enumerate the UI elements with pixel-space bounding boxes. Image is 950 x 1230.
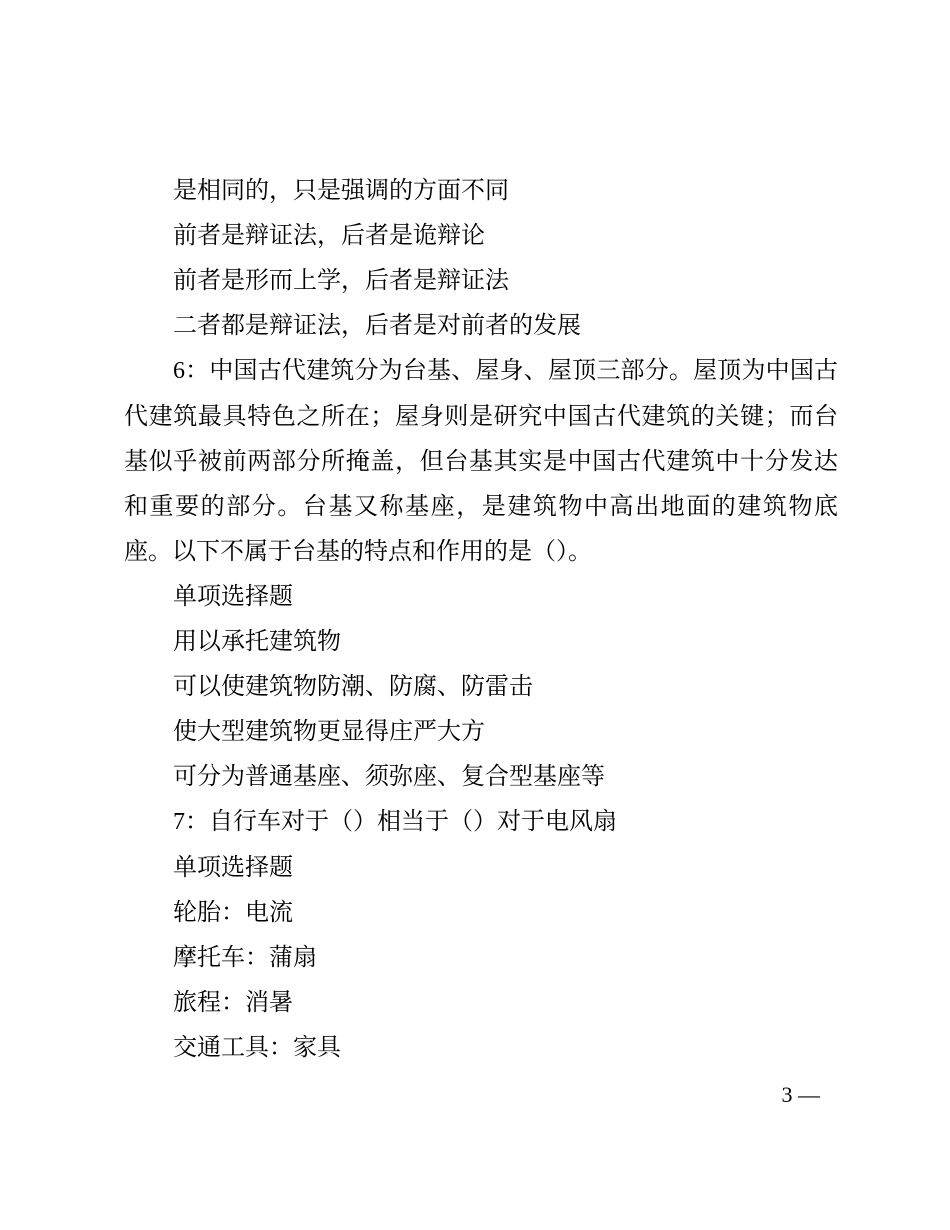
question-7-option-1: 轮胎：电流: [173, 898, 293, 926]
question-7-option-2: 摩托车：蒲扇: [173, 943, 317, 971]
question-6-number: 6: [173, 358, 185, 384]
page-footer: [760, 1081, 820, 1109]
question-6-option-2: 可以使建筑物防潮、防腐、防雷击: [173, 672, 533, 700]
question-6-stem: [124, 348, 838, 574]
question-6-type: 单项选择题: [173, 582, 293, 610]
question-6-option-1: 用以承托建筑物: [173, 627, 341, 655]
question-7-option-3: 旅程：消暑: [173, 988, 293, 1016]
question-7-separator: ：: [185, 807, 209, 835]
prev-option-3: 前者是形而上学，后者是辩证法: [173, 266, 509, 294]
question-7-number: 7: [173, 809, 185, 835]
question-7-type: 单项选择题: [173, 853, 293, 881]
question-7-stem: [124, 799, 838, 845]
question-6-text: 中国古代建筑分为台基、屋身、屋顶三部分。屋顶为中国古代建筑最具特色之所在；屋身则是研究中国古代建筑的关键；而台基似乎被前两部分所掩盖，但台基其实是中国古代建筑中十分发达和重要的部分。台基又称基座，是建筑物中高出地面的建筑物底座。以下不属于台基的特点和作用的是（）。: [124, 356, 839, 565]
page-content: [124, 168, 838, 1070]
prev-option-4: 二者都是辩证法，后者是对前者的发展: [173, 311, 581, 339]
prev-option-2: 前者是辩证法，后者是诡辩论: [173, 221, 485, 249]
question-7-option-4: 交通工具：家具: [173, 1033, 341, 1061]
question-7-text: 自行车对于（）相当于（）对于电风扇: [209, 807, 617, 835]
question-6-option-4: 可分为普通基座、须弥座、复合型基座等: [173, 762, 605, 790]
page-number: 3: [781, 1082, 793, 1107]
question-6-option-3: 使大型建筑物更显得庄严大方: [173, 717, 485, 745]
prev-option-1: 是相同的，只是强调的方面不同: [173, 176, 509, 204]
question-6-separator: ：: [185, 356, 210, 384]
page-number-dash: —: [798, 1082, 820, 1107]
